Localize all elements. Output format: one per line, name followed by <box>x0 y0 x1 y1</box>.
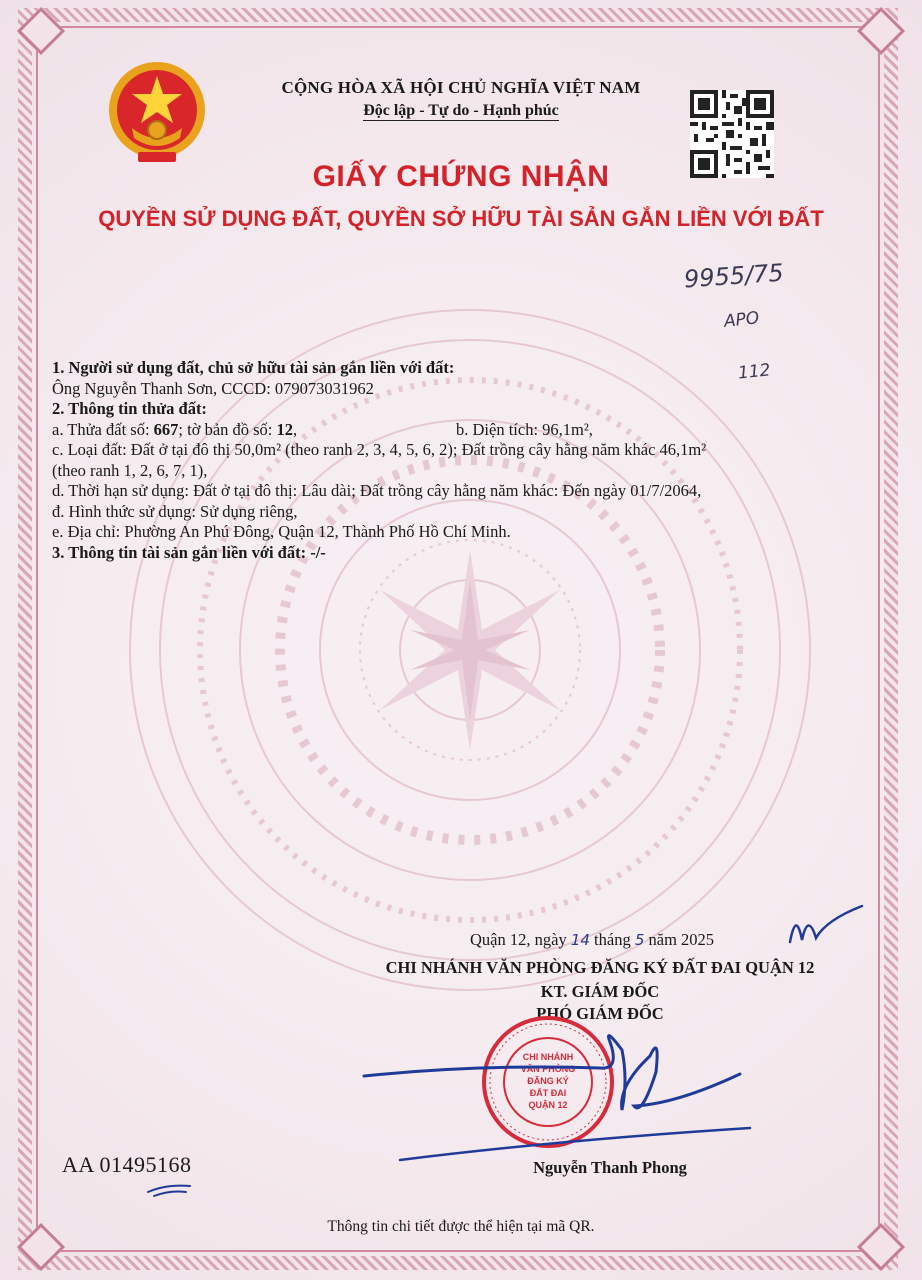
term-line: d. Thời hạn sử dụng: Đất ở tại đô thị: Lâu dài; Đất trồng cây hằng năm khác: Đến ngày 01/7/2064, <box>52 481 702 500</box>
certificate-subtitle: QUYỀN SỬ DỤNG ĐẤT, QUYỀN SỞ HỮU TÀI SẢN GẮN LIỀN VỚI ĐẤT <box>98 206 824 231</box>
svg-text:QUẬN 12: QUẬN 12 <box>528 1100 568 1110</box>
area-line: b. Diện tích: 96,1m², <box>456 419 593 439</box>
svg-text:CHI NHÁNH: CHI NHÁNH <box>522 1052 574 1062</box>
signature <box>360 1020 760 1170</box>
svg-text:VĂN PHÒNG: VĂN PHÒNG <box>520 1064 576 1074</box>
owner-line: Ông Nguyễn Thanh Sơn, CCCD: 079073031962 <box>52 378 374 398</box>
handwritten-note-3: 112 <box>737 360 772 384</box>
serial-check-mark <box>146 1178 196 1198</box>
land-type-line-2: (theo ranh 1, 2, 6, 7, 1), <box>52 460 208 480</box>
certificate-body <box>52 358 832 563</box>
initials-mark <box>786 900 866 950</box>
signer-name: Nguyễn Thanh Phong <box>533 1158 687 1177</box>
svg-text:ĐẤT ĐAI: ĐẤT ĐAI <box>529 1088 567 1098</box>
land-type-line-1: c. Loại đất: Đất ở tại đô thị 50,0m² (theo ranh 2, 3, 4, 5, 6, 2); Đất trồng cây hằng năm khác 46,1m² <box>52 440 707 459</box>
handwritten-note-1: 9955/75 <box>683 258 785 294</box>
motto: Độc lập - Tự do - Hạnh phúc <box>363 102 559 119</box>
section-1-label: 1. Người sử dụng đất, chủ sở hữu tài sản gắn liền với đất: <box>52 358 455 377</box>
svg-text:ĐĂNG KÝ: ĐĂNG KÝ <box>527 1076 569 1086</box>
certificate-title: GIẤY CHỨNG NHẬN <box>312 160 610 193</box>
parcel-line: a. Thửa đất số: 667; tờ bản đồ số: 12, b. Diện tích: 96,1m², <box>52 419 593 439</box>
qr-footer-note: Thông tin chi tiết được thể hiện tại mã QR. <box>327 1218 595 1235</box>
deputy-director-title: PHÓ GIÁM ĐỐC <box>536 1004 664 1023</box>
section-3-line: 3. Thông tin tài sản gắn liền với đất: -/- <box>52 542 326 562</box>
section-2-label: 2. Thông tin thửa đất: <box>52 399 207 418</box>
usage-form-line: đ. Hình thức sử dụng: Sử dụng riêng, <box>52 501 298 521</box>
republic-heading: CỘNG HÒA XÃ HỘI CHỦ NGHĨA VIỆT NAM <box>281 78 641 97</box>
handwritten-note-2: APO <box>723 308 761 332</box>
serial-number: AA 01495168 <box>62 1152 192 1177</box>
issuing-office: CHI NHÁNH VĂN PHÒNG ĐĂNG KÝ ĐẤT ĐAI QUẬN 12 <box>385 958 815 977</box>
address-line: e. Địa chỉ: Phường An Phú Đông, Quận 12, Thành Phố Hồ Chí Minh. <box>52 522 511 541</box>
national-emblem-icon <box>104 58 210 168</box>
on-behalf-of-director: KT. GIÁM ĐỐC <box>540 982 660 1001</box>
issue-date: Quận 12, ngày 14 tháng 5 năm 2025 <box>470 930 715 949</box>
